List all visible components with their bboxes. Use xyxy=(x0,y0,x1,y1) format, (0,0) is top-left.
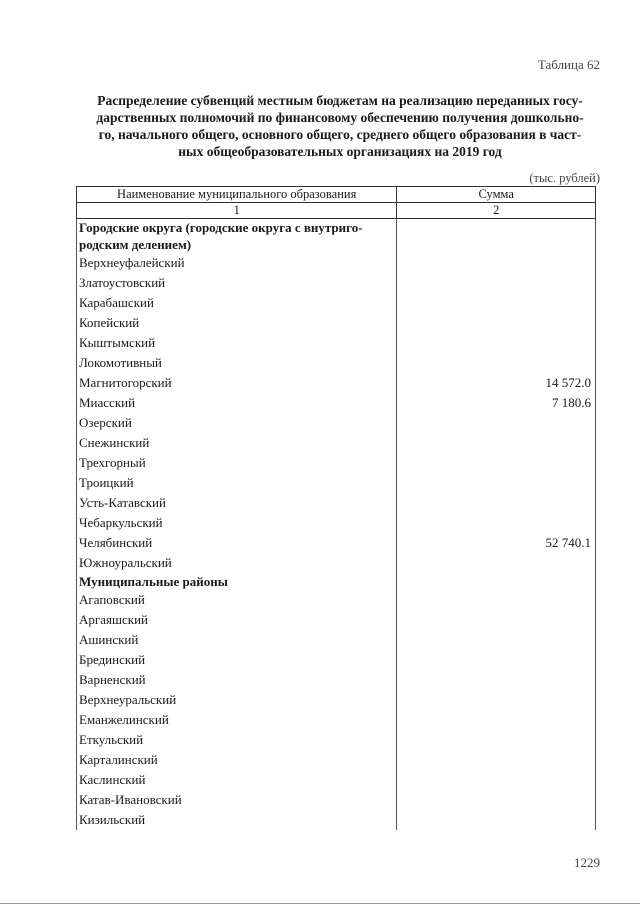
table-row xyxy=(76,373,596,393)
column-number-1: 1 xyxy=(76,203,397,218)
table-row xyxy=(76,473,596,493)
municipality-name: Агаповский xyxy=(79,592,145,607)
table-row xyxy=(76,670,596,690)
table-row xyxy=(76,393,596,413)
municipality-name: Копейский xyxy=(79,315,140,330)
municipality-name: Локомотивный xyxy=(79,355,162,370)
column-number-row xyxy=(76,202,596,219)
table-row xyxy=(76,553,596,573)
section-header-row xyxy=(76,573,596,590)
table-row xyxy=(76,790,596,810)
municipality-name: Снежинский xyxy=(79,435,150,450)
table-row xyxy=(76,513,596,533)
municipality-name: Верхнеуфалейский xyxy=(79,255,185,270)
table-row xyxy=(76,273,596,293)
table-body xyxy=(76,219,596,830)
table-row xyxy=(76,710,596,730)
units-label: (тыс. рублей) xyxy=(529,171,600,185)
municipality-name: Карталинский xyxy=(79,752,158,767)
municipality-name: Озерский xyxy=(79,415,132,430)
table-header-row xyxy=(76,186,596,202)
municipality-name: Усть-Катавский xyxy=(79,495,166,510)
municipality-name: Еманжелинский xyxy=(79,712,169,727)
header-name-column: Наименование муниципального образования xyxy=(76,187,397,202)
table-label: Таблица 62 xyxy=(537,57,600,72)
page-number: 1229 xyxy=(574,855,600,870)
table-row xyxy=(76,313,596,333)
municipality-name: Златоустовский xyxy=(79,275,166,290)
table-row xyxy=(76,353,596,373)
column-number-2: 2 xyxy=(397,203,596,218)
municipality-name: Ашинский xyxy=(79,632,139,647)
municipality-name: Каслинский xyxy=(79,772,146,787)
municipality-name: Брединский xyxy=(79,652,146,667)
header-sum-column: Сумма xyxy=(397,187,596,202)
table-row xyxy=(76,413,596,433)
table-row xyxy=(76,630,596,650)
table-row xyxy=(76,493,596,513)
table-row xyxy=(76,730,596,750)
municipality-name: Магнитогорский xyxy=(79,375,172,390)
municipality-name: Варненский xyxy=(79,672,146,687)
municipality-name: Челябинский xyxy=(79,535,153,550)
table-row xyxy=(76,590,596,610)
table-row xyxy=(76,810,596,830)
municipality-name: Южноуральский xyxy=(79,555,172,570)
page-bottom-rule xyxy=(0,903,640,904)
table-row xyxy=(76,453,596,473)
table-row xyxy=(76,650,596,670)
municipality-name: Катав-Ивановский xyxy=(79,792,182,807)
table-row xyxy=(76,533,596,553)
data-table xyxy=(76,186,596,830)
municipality-name: Троицкий xyxy=(79,475,134,490)
municipality-name: Трехгорный xyxy=(79,455,146,470)
amount-value: 14 572.0 xyxy=(545,375,591,390)
section-title: Муниципальные районы xyxy=(79,574,228,589)
table-row xyxy=(76,690,596,710)
municipality-name: Верхнеуральский xyxy=(79,692,177,707)
municipality-name: Чебаркульский xyxy=(79,515,163,530)
table-row xyxy=(76,433,596,453)
table-row xyxy=(76,293,596,313)
document-title: Распределение субвенций местным бюджетам на реализацию переданных госу- дарственных полномочий по финансовому обеспечению получения дошкольно- го, начального общего, основного общего, среднего общего образования в част- ных общеобразовательных организациях на 2019 год xyxy=(96,93,584,159)
table-row xyxy=(76,253,596,273)
table-row xyxy=(76,750,596,770)
section-header-row xyxy=(76,219,596,253)
municipality-name: Кизильский xyxy=(79,812,146,827)
table-row xyxy=(76,610,596,630)
municipality-name: Аргаяшский xyxy=(79,612,148,627)
table-row xyxy=(76,333,596,353)
amount-value: 52 740.1 xyxy=(545,535,591,550)
amount-value: 7 180.6 xyxy=(552,395,591,410)
table-row xyxy=(76,770,596,790)
section-title: Городские округа (городские округа с внутриго- родским делением) xyxy=(79,220,363,252)
municipality-name: Миасский xyxy=(79,395,136,410)
municipality-name: Карабашский xyxy=(79,295,154,310)
municipality-name: Еткульский xyxy=(79,732,144,747)
municipality-name: Кыштымский xyxy=(79,335,156,350)
